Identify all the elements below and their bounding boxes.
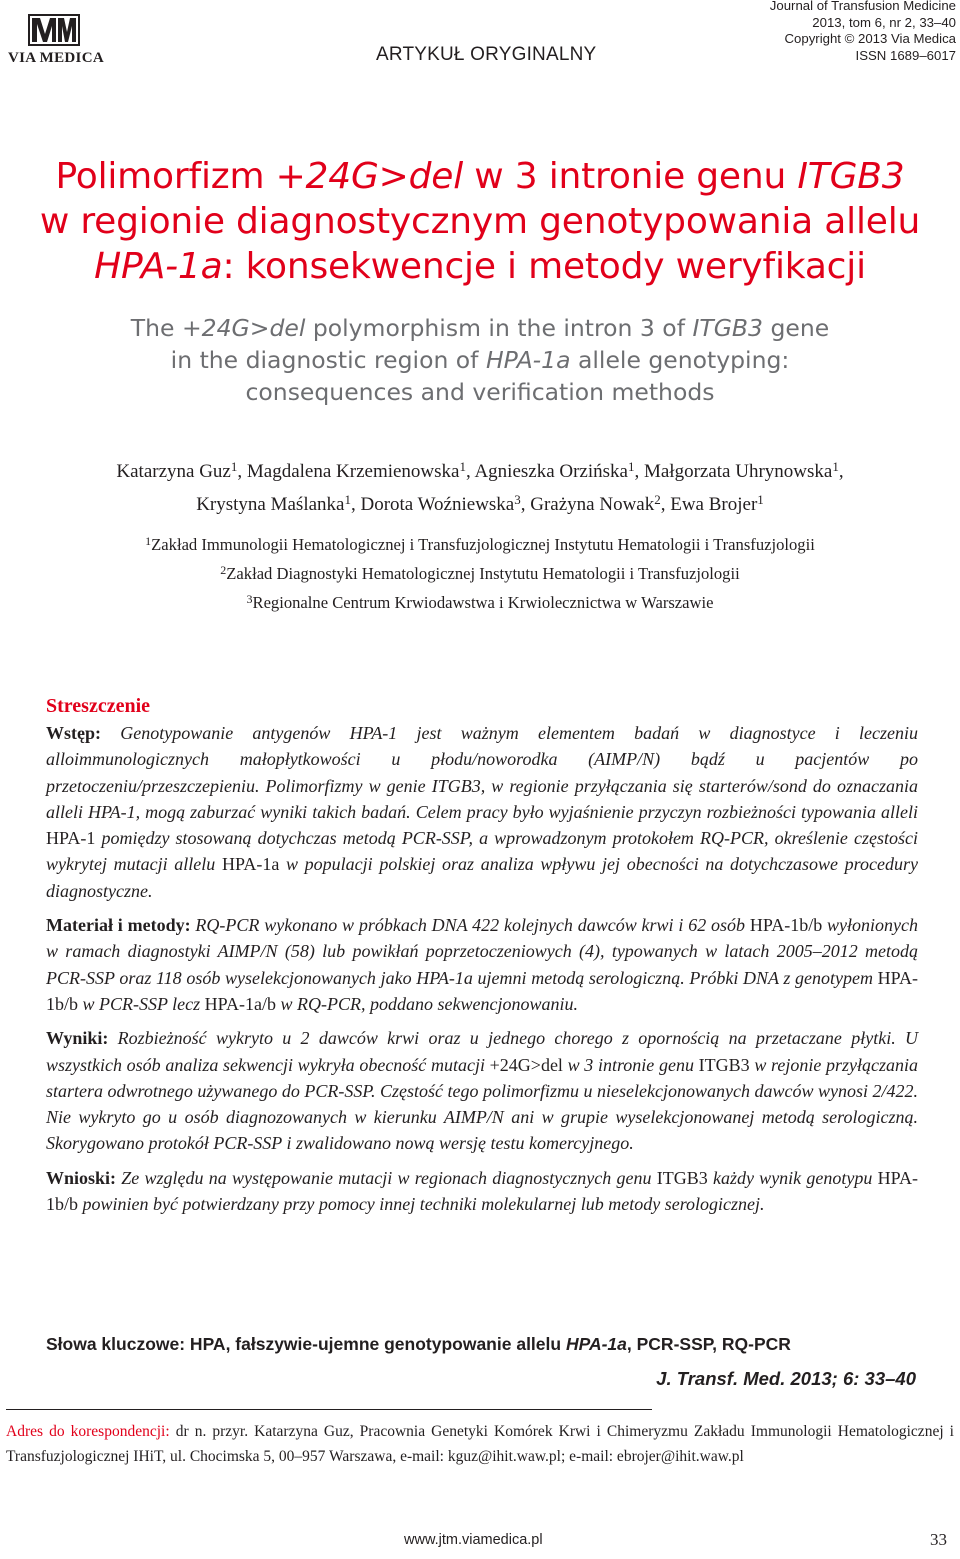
author-name: Katarzyna Guz <box>116 461 231 482</box>
subtitle-line-2: in the diagnostic region of HPA-1a allele genotyping: <box>170 346 790 374</box>
author-list <box>0 455 960 521</box>
abstract-conclusions: Wnioski: Ze względu na występowanie mutacji w regionach diagnostycznych genu ITGB3 każdy wynik genotypu HPA-1b/b powinien być potwierdzany przy pomocy innej techniki molekularnej lub metody serologicznej. <box>46 1167 918 1215</box>
abstract-methods: Materiał i metody: RQ-PCR wykonano w próbkach DNA 422 kolejnych dawców krwi i 62 osób HPA-1b/b wyłonionych w ramach diagnostyki AIMP/N (58) lub powikłań poprzetoczeniowych (4), typowanych w latach 2005–2012 metodą PCR-SSP oraz 118 osób wyselekcjonowanych jako HPA-1a ujemni metodą serologiczną. Próbki DNA z genotypem HPA-1b/b w PCR-SSP lecz HPA-1a/b w RQ-PCR, poddano sekwencjonowaniu. <box>46 915 918 1014</box>
subtitle-line-3: consequences and verification methods <box>245 378 715 406</box>
journal-website: www.jtm.viamedica.pl <box>404 1532 543 1548</box>
citation: J. Transf. Med. 2013; 6: 33–40 <box>656 1368 916 1389</box>
journal-volume: 2013, tom 6, nr 2, 33–40 <box>812 14 956 30</box>
title-english <box>0 312 960 408</box>
author-line-1: Katarzyna Guz$^1$, Magdalena Krzemienowska$^1$, Agnieszka Orzińska$^1$, Małgorzata Uhrynowska$^1$, <box>116 459 844 482</box>
correspondence-text: dr n. przyr. Katarzyna Guz, Pracownia Genetyki Komórek Krwi i Chimeryzmu Zakładu Immunologii Hematologicznej i Transfuzjologicznej IHiT, ul. Chocimska 5, 00–957 Warszawa, e-mail: kguz@ihit.waw.pl; e-mail: ebrojer@ihit.waw.pl <box>6 1423 954 1465</box>
vm-logo-icon <box>28 14 80 46</box>
subtitle-line-1: The +24G>del polymorphism in the intron 3 of ITGB3 gene <box>130 314 830 342</box>
author-name: Grażyna Nowak <box>530 494 655 515</box>
author-line-2: Krystyna Maślanka$^1$, Dorota Woźniewska$^3$, Grażyna Nowak$^2$, Ewa Brojer$^1$ <box>196 492 764 515</box>
affiliation-list <box>0 530 960 617</box>
author-name: Ewa Brojer <box>670 494 758 515</box>
author-name: Krystyna Maślanka <box>196 494 345 515</box>
keywords: Słowa kluczowe: HPA, fałszywie-ujemne genotypowanie allelu HPA-1a, PCR-SSP, RQ-PCR <box>46 1334 791 1354</box>
affiliation-2: $^2$Zakład Diagnostyki Hematologicznej Instytutu Hematologii i Transfuzjologii <box>220 563 740 583</box>
abstract-results: Wyniki: Rozbieżność wykryto u 2 dawców krwi oraz u jednego chorego z opornością na przetaczane płytki. U wszystkich osób analiza sekwencji wykryła obecność mutacji +24G>del w 3 intronie genu ITGB3 w rejonie przyłączania startera odwrotnego używanego do PCR-SSP. Częstość tego polimorfizmu u nieselekcjonowanych dawców wynosi 2/422. Nie wykryto go u osób diagnozowanych w kierunku AIMP/N ani w grupie wyselekcjonowanej metodą serologiczną. Skorygowano protokół PCR-SSP i zwalidowano nową wersję testu komercyjnego. <box>46 1028 918 1154</box>
via-medica-logo <box>6 14 102 68</box>
journal-name: Journal of Transfusion Medicine <box>769 0 956 13</box>
title-line-2: w regionie diagnostycznym genotypowania allelu <box>39 201 921 242</box>
abstract-intro: Wstęp: Genotypowanie antygenów HPA-1 jest ważnym elementem badań w diagnostyce i leczeniu alloimmunologicznych małopłytkowości u płodu/noworodka (AIMP/N) bądź u pacjentów po przetoczeniu/przeszczepieniu. Polimorfizmy w genie ITGB3, w regionie przyłączania się starterów/sond do oznaczania alleli HPA-1, mogą zaburzać wyniki takich badań. Celem pracy było wyjaśnienie przyczyn rozbieżności typowania alleli HPA-1 pomiędzy stosowaną dotychczas metodą PCR-SSP, a wprowadzonym protokołem RQ-PCR, określenie częstości wykrytej mutacji allelu HPA-1a w populacji polskiej oraz analiza wpływu jej obecności na dotychczasowe procedury diagnostyczne. <box>46 723 919 901</box>
title-line-3: HPA-1a: konsekwencje i metody weryfikacji <box>94 246 866 287</box>
affiliation-1: $^1$Zakład Immunologii Hematologicznej i Transfuzjologicznej Instytutu Hematologii i Transfuzjologii <box>145 534 815 554</box>
logo-text: VIA MEDICA <box>8 50 104 66</box>
abstract <box>46 692 918 1225</box>
footnote-divider <box>6 1409 652 1410</box>
title-polish <box>0 154 960 289</box>
author-name: Dorota Woźniewska <box>360 494 515 515</box>
title-line-1: Polimorfizm +24G>del w 3 intronie genu ITGB3 <box>55 156 905 197</box>
author-name: Małgorzata Uhrynowska <box>643 461 833 482</box>
author-name: Agnieszka Orzińska <box>474 461 628 482</box>
correspondence-address <box>6 1419 954 1469</box>
affiliation-3: $^3$Regionalne Centrum Krwiodawstwa i Krwiolecznictwa w Warszawie <box>246 592 714 612</box>
article-type-label: ARTYKUŁ ORYGINALNY <box>376 44 597 65</box>
author-name: Magdalena Krzemienowska <box>246 461 460 482</box>
page-number: 33 <box>930 1530 947 1549</box>
journal-info <box>770 0 956 64</box>
abstract-heading: Streszczenie <box>46 695 151 717</box>
correspondence-label: Adres do korespondencji: <box>6 1423 170 1440</box>
journal-copyright: Copyright © 2013 Via Medica <box>784 31 956 46</box>
journal-issn: ISSN 1689–6017 <box>855 47 956 63</box>
